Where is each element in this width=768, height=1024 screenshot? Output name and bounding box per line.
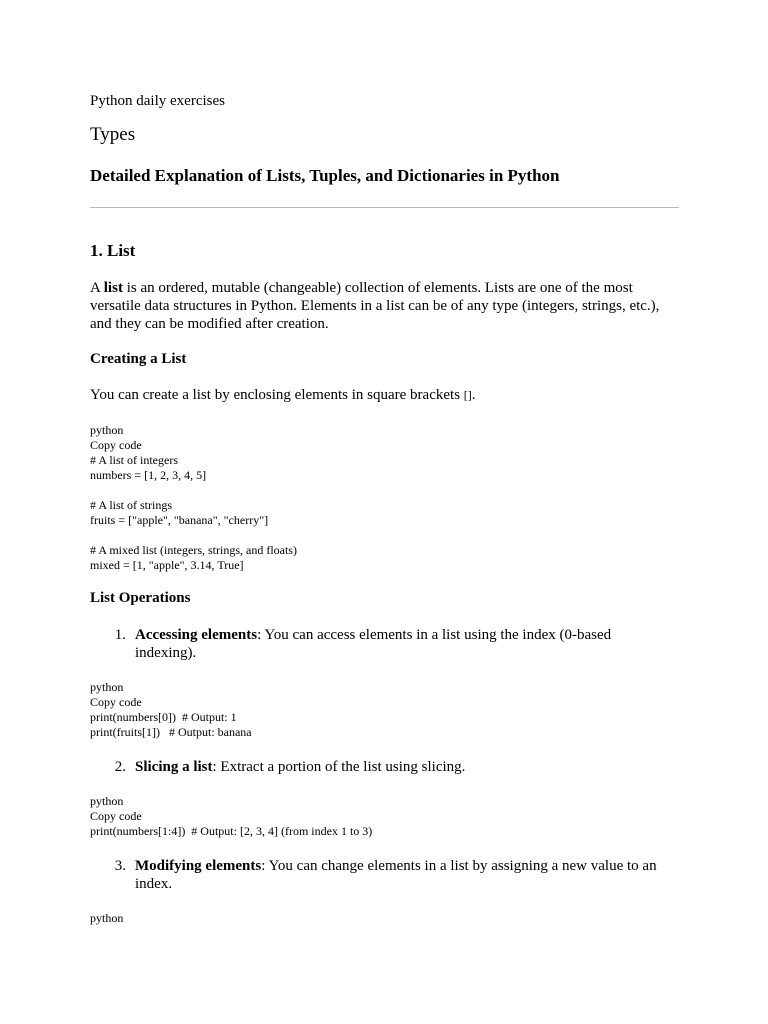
creating-text: You can create a list by enclosing elements in square brackets (90, 387, 464, 403)
copy-code-button-3[interactable]: Copy code (90, 809, 142, 823)
code-line: print(fruits[1]) # Output: banana (90, 725, 252, 739)
code-block-2-lang: python (90, 680, 124, 694)
list-item-text: : You can access elements in a list using the index (0-based (257, 627, 612, 643)
code-block-4-lang: python (90, 911, 124, 925)
list-item-text: : Extract a portion of the list using slicing. (212, 759, 466, 775)
intro-bold-term: list (103, 280, 123, 296)
creating-end: . (471, 387, 476, 403)
code-block-1-lang: python (90, 423, 124, 437)
list-item-number: 3. (114, 858, 126, 874)
code-line: # A mixed list (integers, strings, and floats) (90, 543, 297, 557)
main-heading: Detailed Explanation of Lists, Tuples, and Dictionaries in Python (90, 166, 560, 185)
creating-list-text (90, 387, 476, 404)
list-item-bold: Slicing a list (135, 759, 213, 775)
code-line: # A list of integers (90, 453, 178, 467)
brackets-code: [] (463, 388, 472, 402)
list-item-body (135, 857, 675, 893)
list-item-bold: Accessing elements (135, 627, 258, 643)
list-item-text-continued: indexing). (135, 645, 197, 661)
list-intro-paragraph (90, 279, 679, 333)
code-line: print(numbers[0]) # Output: 1 (90, 710, 237, 724)
code-line: # A list of strings (90, 498, 173, 512)
list-item-bold: Modifying elements (135, 858, 262, 874)
list-item-text: : You can change elements in a list by assigning a new value to an (261, 858, 657, 874)
list-item-body (135, 758, 675, 776)
code-line: print(numbers[1:4]) # Output: [2, 3, 4] (from index 1 to 3) (90, 824, 373, 838)
list-item-number: 1. (114, 627, 126, 643)
intro-rest: is an ordered, mutable (changeable) collection of elements. Lists are one of the most versatile data structures in Python. Elements in a list can be of any type (integers, strings, etc.), and they can be modified after creation. (90, 280, 660, 332)
list-operations-heading: List Operations (90, 590, 191, 606)
section-title: Types (90, 124, 136, 145)
list-item-text-continued: index. (135, 876, 173, 892)
copy-code-button-1[interactable]: Copy code (90, 438, 142, 452)
list-item-body (135, 626, 675, 662)
code-line: mixed = [1, "apple", 3.14, True] (90, 558, 244, 572)
creating-list-heading: Creating a List (90, 351, 187, 367)
horizontal-rule (90, 207, 679, 208)
document-title: Python daily exercises (90, 93, 225, 109)
code-line: fruits = ["apple", "banana", "cherry"] (90, 513, 269, 527)
code-block-3-lang: python (90, 794, 124, 808)
copy-code-button-2[interactable]: Copy code (90, 695, 142, 709)
intro-prefix: A (90, 280, 104, 296)
code-line: numbers = [1, 2, 3, 4, 5] (90, 468, 207, 482)
list-section-heading: 1. List (90, 241, 136, 260)
list-item-number: 2. (114, 759, 126, 775)
